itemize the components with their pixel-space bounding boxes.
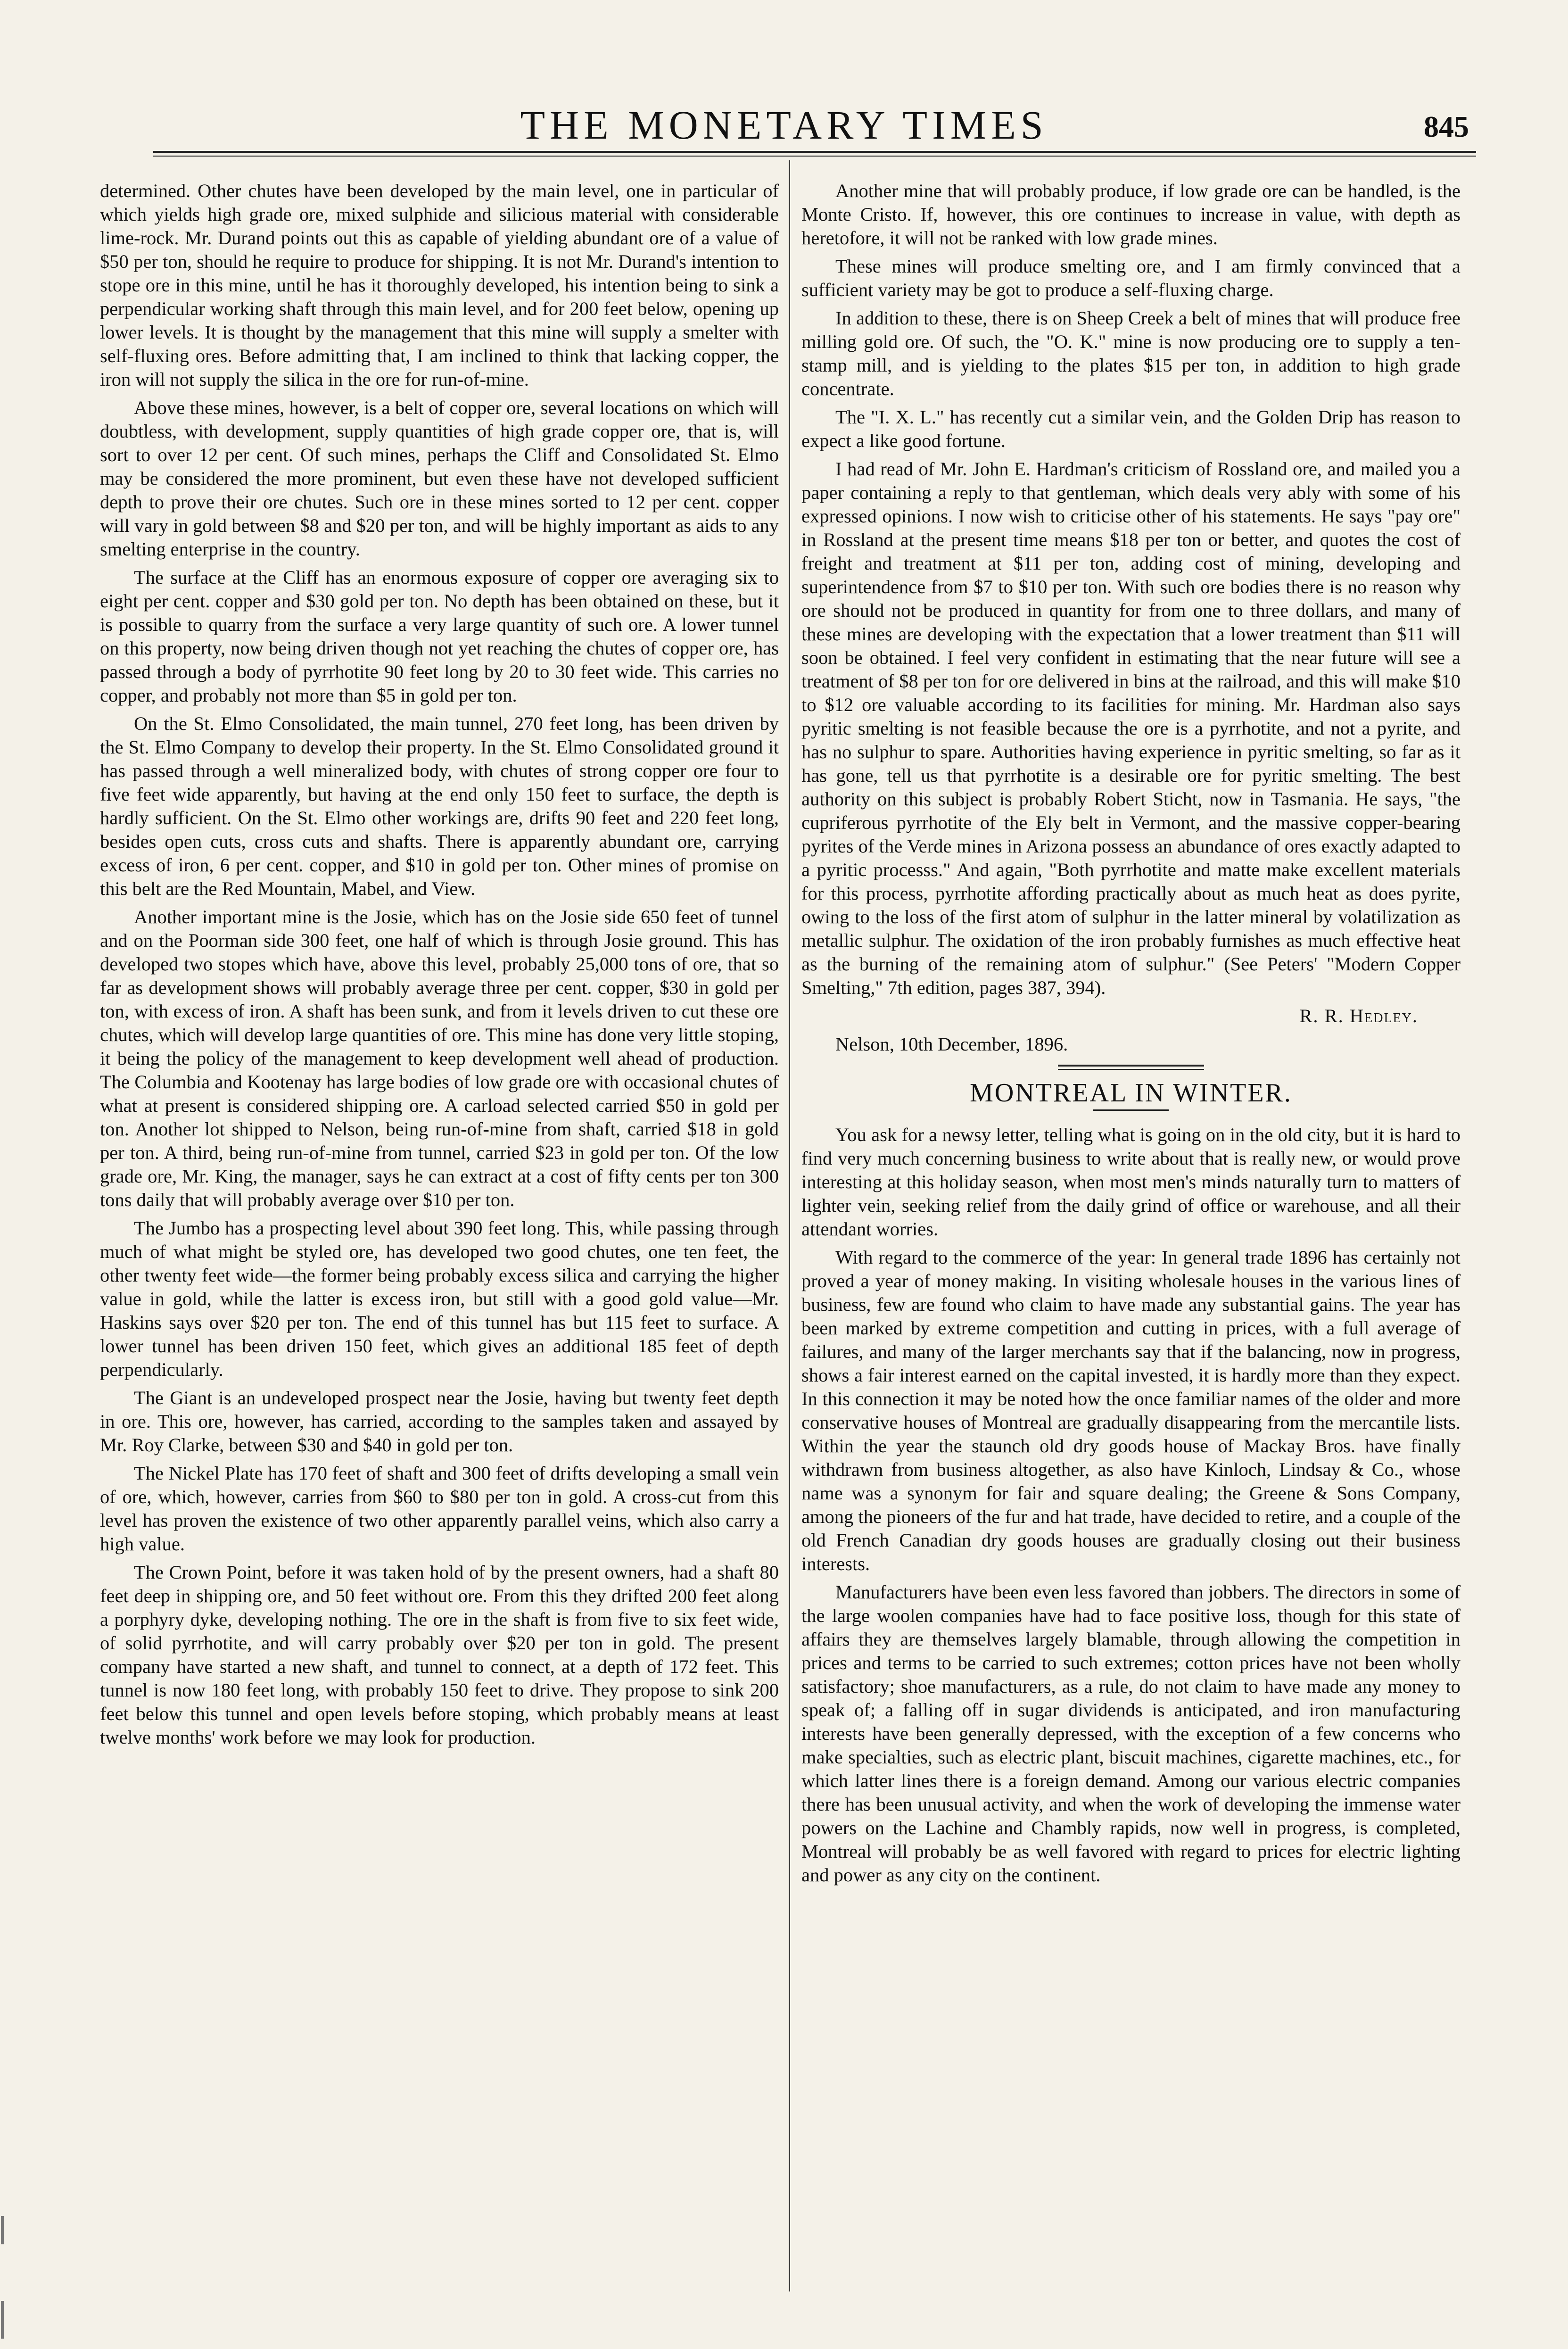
article-paragraph: The surface at the Cliff has an enormous exposure of copper ore averaging six to eight per cent. copper and $30 gold per ton. No depth has been obtained on these, but it is possible to quarry from the surface a very large quantity of such ore. A lower tunnel on this property, now being driven though not yet reaching the chutes of copper ore, has passed through a body of pyrrhotite 90 feet long by 20 to 30 feet wide. This carries no copper, and probably not more than $5 in gold per ton. — [100, 567, 779, 706]
column-divider — [789, 160, 790, 2291]
scan-edge-mark — [1, 2301, 4, 2339]
section-separator — [1058, 1065, 1204, 1070]
header-rule — [153, 151, 1476, 153]
article-paragraph: With regard to the commerce of the year: In general trade 1896 has certainly not proved a year of money making. In visiting wholesale houses in the various lines of business, few are found who claim to have made any substantial gains. The year has been marked by extreme competition and cutting in prices, with a full average of failures, and many of the larger merchants say that if the balancing, now in progress, shows a fair interest earned on the capital invested, it is hardly more than they expect. In this connection it may be noted how the once familiar names of the older and more conservative houses of Montreal are gradually disappearing from the mercantile lists. Within the year the staunch old dry goods house of Mackay Bros. have finally withdrawn from business altogether, as also have Kinloch, Lindsay & Co., whose name was a synonym for fair and square dealing; the Greene & Sons Company, among the pioneers of the fur and hat trade, have decided to retire, and a couple of the old French Canadian dry goods houses are gradually closing out their business interests. — [801, 1247, 1461, 1574]
article-paragraph: I had read of Mr. John E. Hardman's criticism of Rossland ore, and mailed you a paper containing a reply to that gentleman, which deals very ably with some of his expressed opinions. I now wish to criticise other of his statements. He says "pay ore" in Rossland at the present time means $18 per ton or better, and quotes the cost of freight and treatment at $11 per ton, adding cost of mining, developing and superintendence from $7 to $10 per ton. With such ore bodies there is no reason why ore should not be produced in quantity for from one to three dollars, and many of these mines are developing with the expectation that a lower treatment than $11 will soon be obtained. I feel very confident in estimating that the near future will see a treatment of $8 per ton for ore delivered in bins at the railroad, and this will make $10 to $12 ore valuable according to its facilities for mining. Mr. Hardman also says pyritic smelting is not feasible because the ore is a pyrrhotite, and not a pyrite, and has no sulphur to spare. Authorities having experience in pyritic smelting, so far as it has gone, tell us that pyrrhotite is a desirable ore for pyritic smelting. The best authority on this subject is probably Robert Sticht, now in Tasmania. He says, "the cupriferous pyrrhotite of the Ely belt in Vermont, and the massive copper-bearing pyrites of the Verde mines in Arizona possess an abundance of ores exactly adapted to a pyritic processs." And again, "Both pyrrhotite and matte make excellent materials for this process, pyrrhotite affording practically about as much heat as does pyrite, owing to the loss of the first atom of sulphur in the latter mineral by volatilization as metallic sulphur. The oxidation of the iron probably furnishes as much effective heat as the burning of the remaining atom of sulphur." (See Peters' "Modern Copper Smelting," 7th edition, pages 387, 394). — [801, 458, 1461, 998]
dateline: Nelson, 10th December, 1896. — [835, 1034, 1068, 1055]
article-paragraph: In addition to these, there is on Sheep Creek a belt of mines that will produce free milling gold ore. Of such, the "O. K." mine is now producing ore to supply a ten-stamp mill, and is yielding to the plates $15 per ton, in addition to high grade concentrate. — [801, 307, 1461, 399]
masthead: THE MONETARY TIMES — [520, 102, 1048, 148]
article-paragraph: These mines will produce smelting ore, and I am firmly convinced that a sufficient variety may be got to produce a self-fluxing charge. — [801, 256, 1461, 300]
right-column — [801, 179, 1461, 1892]
article-paragraph: Manufacturers have been even less favored than jobbers. The directors in some of the large woolen companies have had to face positive loss, though for this state of affairs they are themselves largely blamable, through allowing the competition in prices and terms to be carried to such extremes; cotton prices have not been wholly satisfactory; shoe manufacturers, as a rule, do not claim to have made any money to speak of; a falling off in sugar dividends is anticipated, and iron manufacturing interests have been generally depressed, with the exception of a few concerns who make specialties, such as electric plant, biscuit machines, cigarette machines, etc., for which latter lines there is a foreign demand. Among our various electric companies there has been unusual activity, and when the work of developing the immense water powers on the Lachine and Chambly rapids, now well in progress, is completed, Montreal will probably be as well favored with regard to prices for electric lighting and power as any city on the continent. — [801, 1581, 1461, 1886]
author-signature: R. R. Hedley. — [1299, 1005, 1418, 1026]
title-underline — [1093, 1109, 1169, 1111]
header-rule-thin — [153, 156, 1476, 157]
article-paragraph: The Giant is an undeveloped prospect near the Josie, having but twenty feet depth in ore. This ore, however, has carried, according to the samples taken and assayed by Mr. Roy Clarke, between $30 and $40 in gold per ton. — [100, 1387, 779, 1456]
article-paragraph: The Jumbo has a prospecting level about 390 feet long. This, while passing through much of what might be styled ore, has developed two good chutes, one ten feet, the other twenty feet wide—the former being probably excess silica and carrying the higher value in gold, while the latter is excess iron, but still with a good gold value—Mr. Haskins says over $20 per ton. The end of this tunnel has but 115 feet to surface. A lower tunnel has been driven 150 feet, which gives an additional 185 feet of depth perpendicularly. — [100, 1217, 779, 1380]
article-paragraph: The "I. X. L." has recently cut a similar vein, and the Golden Drip has reason to expect a like good fortune. — [801, 406, 1461, 451]
left-column — [100, 179, 779, 1754]
article-paragraph: Another mine that will probably produce, if low grade ore can be handled, is the Monte Cristo. If, however, this ore continues to increase in value, with depth as heretofore, it will not be ranked with low grade mines. — [801, 180, 1461, 248]
scan-edge-mark — [1, 2216, 4, 2244]
article-paragraph: The Crown Point, before it was taken hold of by the present owners, had a shaft 80 feet deep in shipping ore, and 50 feet without ore. From this they drifted 200 feet along a porphyry dyke, developing nothing. The ore in the shaft is from five to six feet wide, of solid pyrrhotite, and will carry probably over $20 per ton in gold. The present company have started a new shaft, and tunnel to connect, at a depth of 172 feet. This tunnel is now 180 feet long, with probably 150 feet to drive. They propose to sink 200 feet below this tunnel and open levels before stoping, which probably means at least twelve months' work before we may look for production. — [100, 1562, 779, 1748]
section-title: MONTREAL IN WINTER. — [970, 1078, 1292, 1108]
article-paragraph: The Nickel Plate has 170 feet of shaft and 300 feet of drifts developing a small vein of ore, which, however, carries from $60 to $80 per ton in gold. A cross-cut from this level has proven the existence of two other apparently parallel veins, which also carry a high value. — [100, 1463, 779, 1555]
article-paragraph: Another important mine is the Josie, which has on the Josie side 650 feet of tunnel and on the Poorman side 300 feet, one half of which is through Josie ground. This has developed two stopes which have, above this level, probably 25,000 tons of ore, that so far as development shows will probably average three per cent. copper, $30 in gold per ton, with excess of iron. A shaft has been sunk, and from it levels driven to cut these ore chutes, which will develop large quantities of ore. This mine has done very little stoping, it being the policy of the management to keep development well ahead of production. The Columbia and Kootenay has large bodies of low grade ore with occasional chutes of what at present is considered shipping ore. A carload selected carried $50 in gold per ton. Another lot shipped to Nelson, being run-of-mine from shaft, carried $18 in gold per ton. A third, being run-of-mine from tunnel, carried $23 in gold per ton. Of the low grade ore, Mr. King, the manager, says he can extract at a cost of fifty cents per ton 300 tons daily that will probably average over $10 per ton. — [100, 906, 779, 1210]
article-paragraph: Above these mines, however, is a belt of copper ore, several locations on which will doubtless, with development, supply quantities of high grade copper ore, that is, will sort to over 12 per cent. Of such mines, perhaps the Cliff and Consolidated St. Elmo may be considered the more prominent, but even these have not developed sufficient depth to prove their ore chutes. Such ore in these mines sorted to 12 per cent. copper will vary in gold between $8 and $20 per ton, and will be highly important as aids to any smelting enterprise in the country. — [100, 397, 779, 560]
page-number: 845 — [1424, 110, 1469, 143]
article-paragraph: You ask for a newsy letter, telling what is going on in the old city, but it is hard to find very much concerning business to write about that is really new, or would prove interesting at this holiday season, when most men's minds naturally turn to matters of lighter vein, seeking relief from the daily grind of office or warehouse, and all their attendant worries. — [801, 1124, 1461, 1240]
article-paragraph: On the St. Elmo Consolidated, the main tunnel, 270 feet long, has been driven by the St. Elmo Company to develop their property. In the St. Elmo Consolidated ground it has passed through a well mineralized body, with chutes of strong copper ore four to five feet wide apparently, but having at the end only 150 feet to surface, the depth is hardly sufficient. On the St. Elmo other workings are, drifts 90 feet and 220 feet long, besides open cuts, cross cuts and shafts. There is apparently abundant ore, carrying excess of iron, 6 per cent. copper, and $10 in gold per ton. Other mines of promise on this belt are the Red Mountain, Mabel, and View. — [100, 713, 779, 899]
article-paragraph: determined. Other chutes have been developed by the main level, one in particular of which yields high grade ore, mixed sulphide and silicious material with considerable lime-rock. Mr. Durand points out this as capable of yielding abundant ore of a value of $50 per ton, should he require to produce for shipping. It is not Mr. Durand's intention to stope ore in this mine, until he has it thoroughly developed, his intention being to sink a perpendicular working shaft through this main level, and for 200 feet below, opening up lower levels. It is thought by the management that this mine will supply a smelter with self-fluxing ores. Before admitting that, I am inclined to think that lacking copper, the iron will not supply the silica in the ore for run-of-mine. — [100, 180, 779, 390]
